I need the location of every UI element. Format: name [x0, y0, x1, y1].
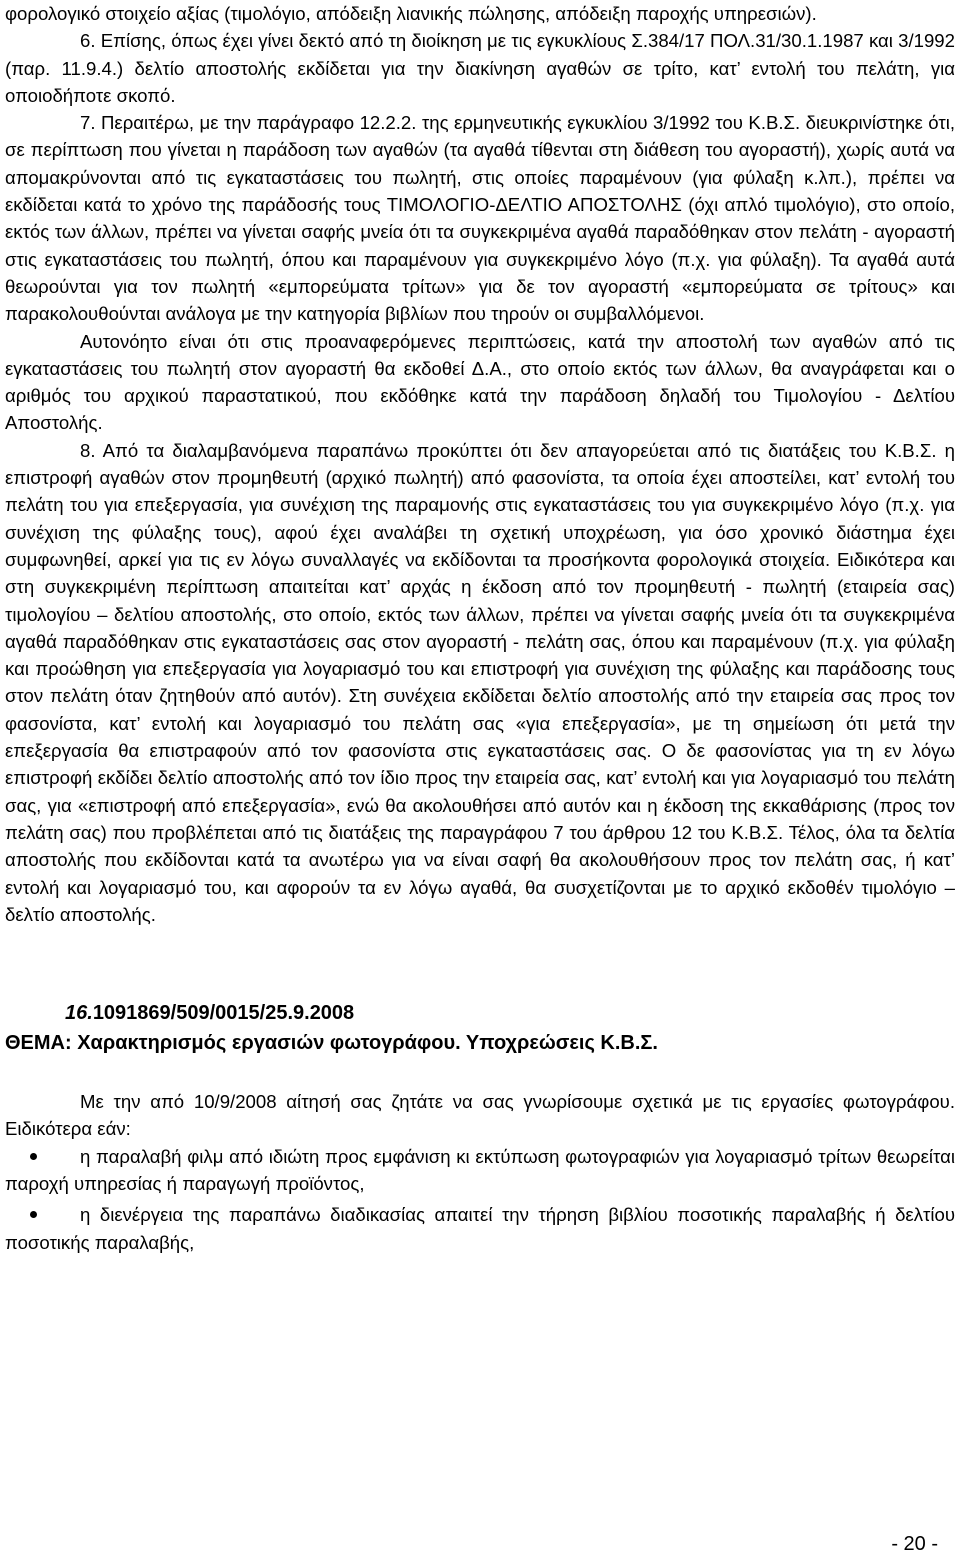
section-number-prefix: 16. [65, 1002, 93, 1025]
spacer [5, 1058, 955, 1088]
list-item [5, 1201, 955, 1256]
paragraph: φορολογικό στοιχείο αξίας (τιμολόγιο, απόδειξη λιανικής πώλησης, απόδειξη παροχής υπηρεσιών). [5, 3, 817, 24]
paragraph: 8. Από τα διαλαμβανόμενα παραπάνω προκύπτει ότι δεν απαγορεύεται από τις διατάξεις του Κ.Β.Σ. η επιστροφή αγαθών στον προμηθευτή (αρχικό πωλητή) από φασονίστα, τα οποία έχει αποστείλει, κατ’ εντολή του πελάτη του για επεξεργασία, για συνέχιση της παραμονής στις εγκαταστάσεις του για συγκεκριμένο λόγο (π.χ. για συνέχιση της φύλαξης τους), αφού έχει αναλάβει τη σχετική υποχρέωση, για όσο χρονικό διάστημα έχει συμφωνηθεί, αρκεί για τις εν λόγω συναλλαγές να εκδίδονται τα προσήκοντα φορολογικά στοιχεία. Ειδικότερα και στη συγκεκριμένη περίπτωση απαιτείται κατ’ αρχάς η έκδοση από τον προμηθευτή - πωλητή (εταιρεία σας) τιμολογίου – δελτίου αποστολής, στο οποίο, εκτός των άλλων, πρέπει να γίνεται σαφής μνεία ότι τα συγκεκριμένα αγαθά παραδόθηκαν στις εγκαταστάσεις σας στον αγοραστή - πελάτη σας, όπου και παραμένουν (π.χ. για φύλαξη και προώθηση για επεξεργασία για λογαριασμό του και επιστροφή για συνέχιση της φύλαξης και παράδοσης τους στον πελάτη όταν ζητηθούν από αυτόν). Στη συνέχεια εκδίδεται δελτίο αποστολής από την εταιρεία σας προς τον φασονίστα, κατ’ εντολή και λογαριασμό του πελάτη σας «για επεξεργασία», με τη σημείωση ότι μετά την επεξεργασία θα επιστραφούν από τον φασονίστα στις εγκαταστάσεις σας. Ο δε φασονίστας για τη εν λόγω επιστροφή εκδίδει δελτίο αποστολής από τον ίδιο προς την εταιρεία σας, κατ’ εντολή και για λογαριασμό του πελάτη σας, για «επιστροφή από επεξεργασία», ενώ θα ακολουθήσει από αυτόν και η έκδοση της εκκαθάρισης (προς τον πελάτη σας) που προβλέπεται από τις διατάξεις της παραγράφου 7 του άρθρου 12 του Κ.Β.Σ. Τέλος, όλα τα δελτία αποστολής που εκδίδονται κατά τα ανωτέρω για να είναι σαφή θα ακολουθήσουν προς τον πελάτη σας, ή κατ’ εντολή και λογαριασμό του, και αφορούν τα εν λόγω αγαθά, θα συσχετίζονται με το αρχικό εκδοθέν τιμολόγιο – δελτίο αποστολής. [5, 439, 955, 925]
list-item-text: η διενέργεια της παραπάνω διαδικασίας απαιτεί την τήρηση βιβλίου ποσοτικής παραλαβής ή δελτίου ποσοτικής παραλαβής, [5, 1204, 955, 1253]
document-page [5, 0, 955, 1256]
spacer [5, 928, 955, 998]
bullet-icon [30, 1153, 37, 1160]
paragraph: Αυτονόητο είναι ότι στις προαναφερόμενες περιπτώσεις, κατά την αποστολή των αγαθών από τις εγκαταστάσεις του πωλητή στον αγοραστή θα εκδοθεί Δ.Α., στο οποίο εκτός των άλλων, θα αναγράφεται και ο αριθμός του αρχικού παραστατικού, που εκδόθηκε κατά την παράδοση δηλαδή του Τιμολογίου - Δελτίου Αποστολής. [5, 330, 955, 434]
list-item [5, 1143, 955, 1198]
bullet-list [5, 1143, 955, 1256]
section-intro: Με την από 10/9/2008 αίτησή σας ζητάτε να σας γνωρίσουμε σχετικά με τις εργασίες φωτογράφου. Ειδικότερα εάν: [5, 1091, 955, 1140]
section-number [65, 998, 955, 1028]
section-title: ΘΕΜΑ: Χαρακτηρισμός εργασιών φωτογράφου. Υποχρεώσεις Κ.Β.Σ. [5, 1032, 658, 1055]
page-number: - 20 - [891, 1533, 938, 1555]
list-item-text: η παραλαβή φιλμ από ιδιώτη προς εμφάνιση κι εκτύπωση φωτογραφιών για λογαριασμό τρίτων θεωρείται παροχή υπηρεσίας ή παραγωγή προϊόντος, [5, 1145, 955, 1194]
section-number-rest: 1091869/509/0015/25.9.2008 [92, 1002, 355, 1025]
paragraph: 7. Περαιτέρω, με την παράγραφο 12.2.2. της ερμηνευτικής εγκυκλίου 3/1992 του Κ.Β.Σ. διευκρινίστηκε ότι, σε περίπτωση που γίνεται η παράδοση των αγαθών (τα αγαθά τίθενται στη διάθεση του αγοραστή), χωρίς αυτά να απομακρύνονται από τις εγκαταστάσεις του πωλητή, στις οποίες παραμένουν (για φύλαξη κ.λπ.), πρέπει να εκδίδεται κατά το χρόνο της παράδοσής τους ΤΙΜΟΛΟΓΙΟ-ΔΕΛΤΙΟ ΑΠΟΣΤΟΛΗΣ (όχι απλό τιμολόγιο), στο οποίο, εκτός των άλλων, πρέπει να γίνεται σαφής μνεία ότι τα συγκεκριμένα αγαθά παραδόθηκαν στον πελάτη - αγοραστή στις εγκαταστάσεις του πωλητή, όπου και παραμένουν για συγκεκριμένο λόγο (π.χ. για φύλαξη). Τα αγαθά αυτά θεωρούνται για τον πωλητή «εμπορεύματα τρίτων» για δε τον αγοραστή «εμπορεύματα σε τρίτους» και παρακολουθούνται ανάλογα με την κατηγορία βιβλίων που τηρούν οι συμβαλλόμενοι. [5, 112, 955, 325]
paragraph: 6. Επίσης, όπως έχει γίνει δεκτό από τη διοίκηση με τις εγκυκλίους Σ.384/17 ΠΟΛ.31/30.1.1987 και 3/1992 (παρ. 11.9.4.) δελτίο αποστολής εκδίδεται για την διακίνηση αγαθών σε τρίτο, κατ’ εντολή του πελάτη, για οποιοδήποτε σκοπό. [5, 30, 955, 106]
